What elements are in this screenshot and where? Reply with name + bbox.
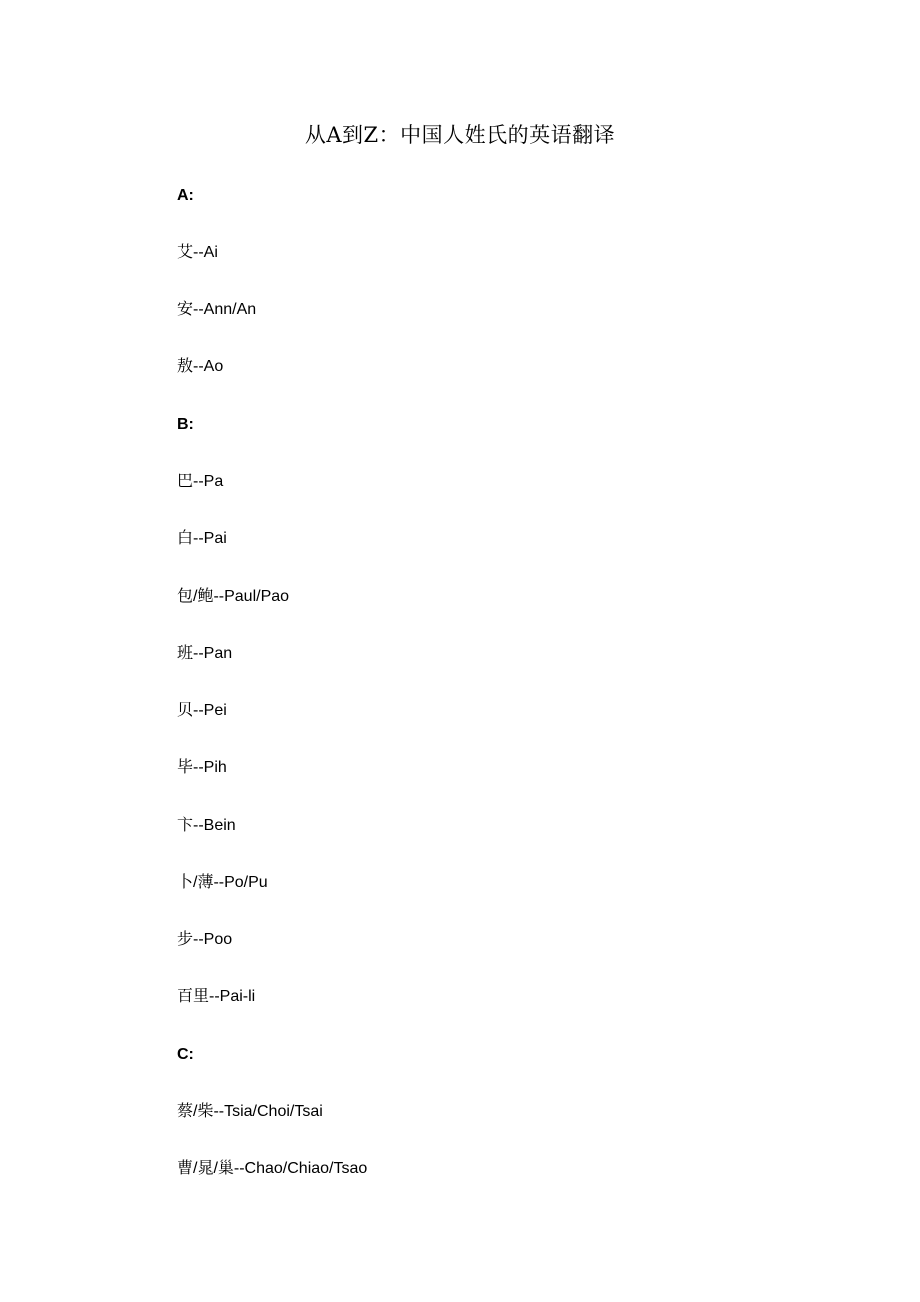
surname-entry: 安--Ann/An <box>177 301 257 318</box>
surname-entry: 步--Poo <box>177 931 233 948</box>
section-heading-a: A: <box>177 187 194 204</box>
surname-entry: 巴--Pa <box>177 473 224 490</box>
surname-entry: 毕--Pih <box>177 759 227 776</box>
surname-entry: 蔡/柴--Tsia/Choi/Tsai <box>177 1103 323 1120</box>
surname-entry: 贝--Pei <box>177 702 227 719</box>
surname-entry: 艾--Ai <box>177 244 218 261</box>
surname-entry: 卜/薄--Po/Pu <box>177 874 268 891</box>
surname-entry: 敖--Ao <box>177 358 224 375</box>
surname-entry: 白--Pai <box>177 530 227 547</box>
surname-entry: 百里--Pai-li <box>177 988 256 1005</box>
surname-entry: 曹/晁/巢--Chao/Chiao/Tsao <box>177 1160 368 1177</box>
document-title: 从A到Z：中国人姓氏的英语翻译 <box>304 123 616 147</box>
section-heading-c: C: <box>177 1046 194 1063</box>
surname-entry: 班--Pan <box>177 645 233 662</box>
surname-entry: 卞--Bein <box>177 817 236 834</box>
section-heading-b: B: <box>177 416 194 433</box>
surname-entry: 包/鲍--Paul/Pao <box>177 588 290 605</box>
